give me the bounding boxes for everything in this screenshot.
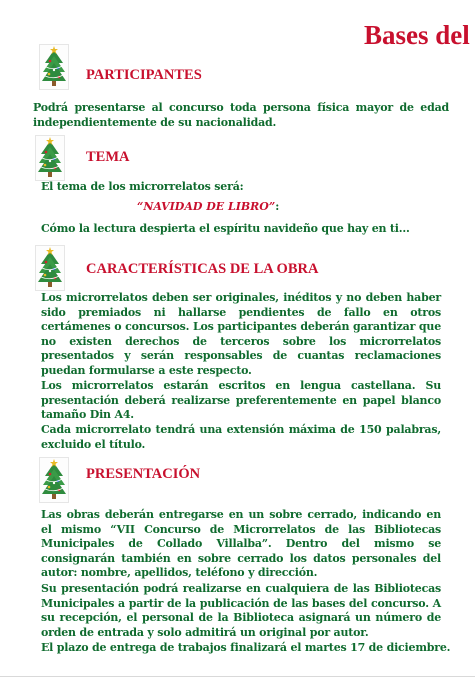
- section-heading-tema: TEMA: [86, 149, 130, 165]
- tema-question: Cómo la lectura despierta el espíritu navideño que hay en ti...: [41, 222, 410, 235]
- caracteristicas-p3: Cada microrrelato tendrá una extensión máxima de 150 palabras, excluido el título.: [41, 423, 441, 451]
- caracteristicas-p1: Los microrrelatos deben ser originales, inéditos y no deben haber sido premiados ni hallarse pendientes de fallo en otros certámenes o concursos. Los participantes deberán garantizar que no existen derechos de terceros sobre los microrrelatos presentados y serán responsables de cuantas reclamaciones puedan formularse a este respecto.: [41, 291, 441, 377]
- participantes-text: Podrá presentarse al concurso toda persona física mayor de edad independientemente de su nacionalidad.: [33, 101, 449, 129]
- presentacion-p3: El plazo de entrega de trabajos finalizará el martes 17 de diciembre.: [41, 641, 451, 654]
- section-heading-participantes: PARTICIPANTES: [86, 67, 202, 83]
- christmas-tree-icon: [39, 457, 69, 503]
- section-heading-presentacion: PRESENTACIÓN: [86, 466, 201, 482]
- presentacion-p1: Las obras deberán entregarse en un sobre cerrado, indicando en el mismo “VII Concurso de Microrrelatos de las Bibliotecas Municipales de Collado Villalba”. Dentro del mismo se consignarán también en sobre cerrado los datos personales del autor: nombre, apellidos, teléfono y dirección.: [41, 508, 441, 580]
- tema-motto: [137, 200, 279, 214]
- christmas-tree-icon: [35, 245, 65, 291]
- tema-motto-text: “NAVIDAD DE LIBRO”: [137, 200, 276, 213]
- tema-intro: El tema de los microrrelatos será:: [41, 180, 244, 193]
- caracteristicas-p2: Los microrrelatos estarán escritos en lengua castellana. Su presentación deberá realizarse preferentemente en papel blanco tamaño Din A4.: [41, 379, 441, 422]
- tema-motto-colon: :: [275, 200, 280, 213]
- christmas-tree-icon: [39, 44, 69, 90]
- christmas-tree-icon: [35, 135, 65, 181]
- page-bottom-rule: [0, 676, 475, 677]
- section-heading-caracteristicas: CARACTERÍSTICAS DE LA OBRA: [86, 261, 319, 277]
- page-title: Bases del: [364, 20, 470, 50]
- presentacion-p2: Su presentación podrá realizarse en cualquiera de las Bibliotecas Municipales a partir de la publicación de las bases del concurso. A su recepción, el personal de la Biblioteca asignará un número de orden de entrada y solo admitirá un original por autor.: [41, 582, 441, 639]
